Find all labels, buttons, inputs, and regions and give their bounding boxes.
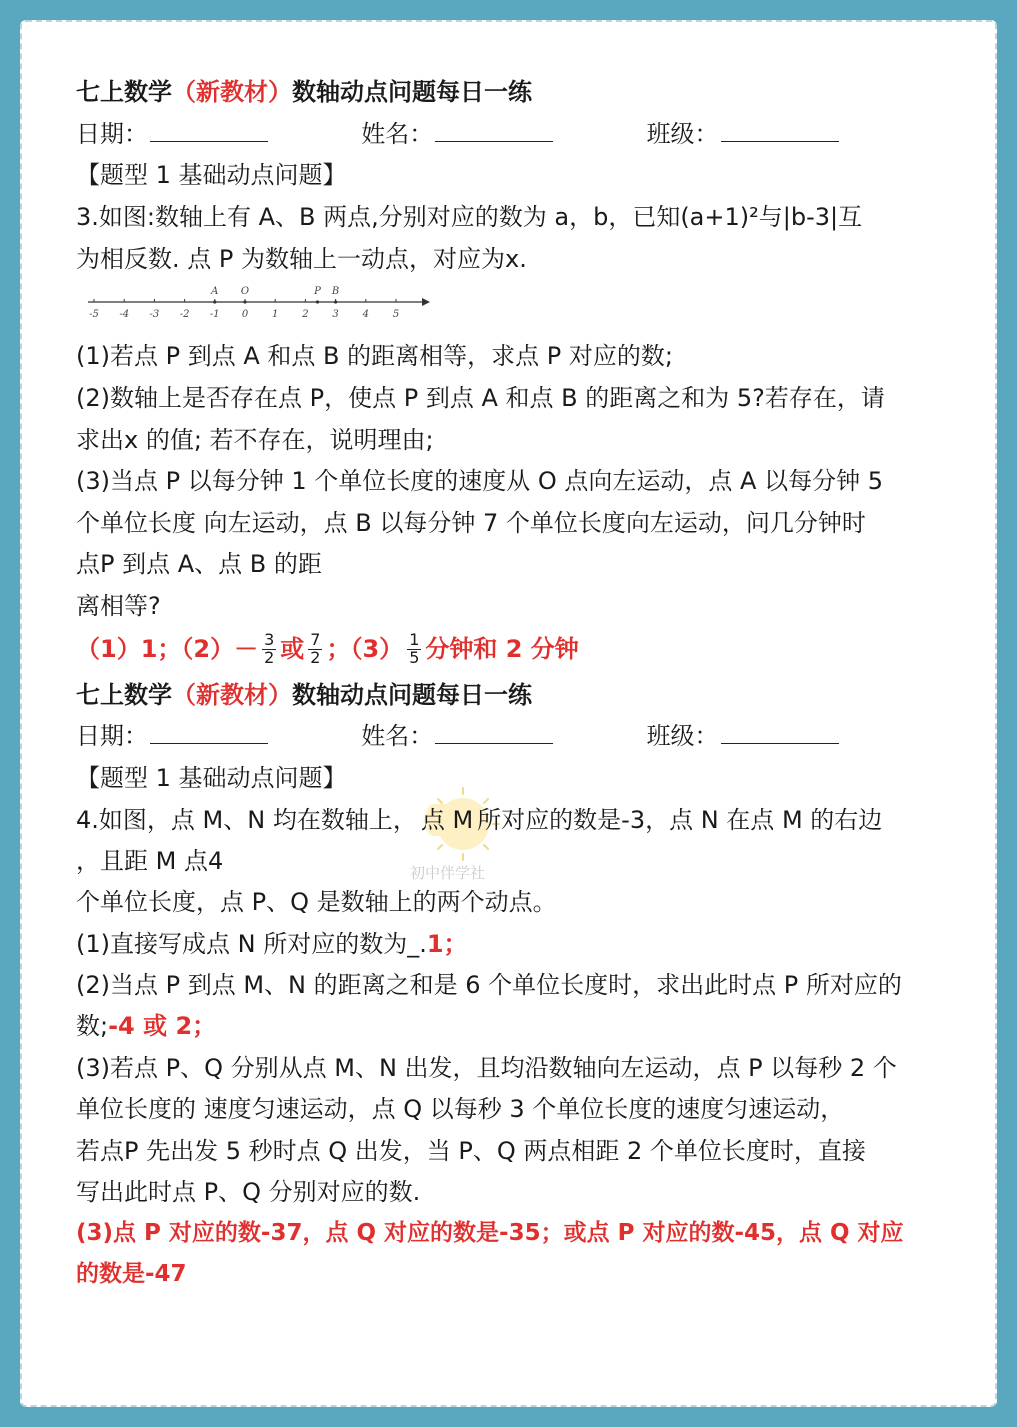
class-blank — [721, 724, 839, 744]
fraction: $\frac{7}{2}$ — [310, 629, 321, 667]
class-blank — [721, 122, 839, 142]
date-blank — [150, 724, 268, 744]
question-text: 个单位长度，点 P、Q 是数轴上的两个动点。 — [76, 888, 557, 916]
fraction: $\frac{1}{5}$ — [409, 629, 420, 667]
axis-tick-label: 5 — [392, 309, 400, 320]
axis-point-P — [316, 300, 319, 303]
answer-line — [76, 626, 579, 672]
answer-text: 1； — [426, 930, 468, 958]
section-heading: 【题型 1 基础动点问题】 — [76, 764, 347, 792]
question-text: 为相反数. 点 P 为数轴上一动点，对应为x. — [76, 245, 527, 273]
axis-point-label: A — [211, 286, 219, 297]
axis-tick-label: 0 — [241, 309, 249, 320]
answer-text: -4 或 2； — [108, 1012, 217, 1040]
answer-line: (3)点 P 对应的数-37，点 Q 对应的数是-35；或点 P 对应的数-45，点 Q 对应 — [76, 1220, 904, 1246]
name-label: 姓名： — [361, 120, 434, 148]
axis-point-label: O — [240, 286, 250, 297]
axis-point-O — [243, 300, 246, 303]
axis-point-A — [213, 300, 216, 303]
watermark-text: 初中伴学社 — [410, 864, 486, 882]
question-text: 3.如图:数轴上有 A、B 两点,分别对应的数为 a，b，已知(a+1)²与|b-3|互 — [76, 203, 863, 231]
sub-question: (1)若点 P 到点 A 和点 B 的距离相等，求点 P 对应的数; — [76, 342, 673, 370]
question-part: 所对应的数是-3，点 N 在点 M 的右边 — [477, 806, 883, 834]
title-suffix: 数轴动点问题每日一练 — [292, 681, 532, 709]
title-highlight: （新教材） — [172, 78, 292, 106]
sub-question: (3)当点 P 以每分钟 1 个单位长度的速度从 O 点向左运动，点 A 以每分钟 5 — [76, 467, 883, 495]
title-highlight: （新教材） — [172, 681, 292, 709]
date-label: 日期： — [76, 722, 148, 750]
name-blank — [435, 122, 553, 142]
answer-text: 分钟和 2 分钟 — [425, 635, 579, 663]
question-text: ，且距 M 点4 — [76, 847, 224, 875]
sub-question — [76, 932, 468, 956]
axis-tick-label: -1 — [209, 309, 220, 320]
axis-tick-label: -2 — [179, 309, 190, 320]
answer-text: 或 — [280, 635, 305, 663]
sub-question: (3)若点 P、Q 分别从点 M、N 出发，且均沿数轴向左运动，点 P 以每秒 2 个 — [76, 1054, 897, 1082]
answer-line: 的数是-47 — [76, 1261, 187, 1287]
info-row — [76, 122, 839, 146]
axis-tick-label: -5 — [89, 309, 99, 320]
sub-question: 点P 到点 A、点 B 的距 — [76, 550, 322, 578]
question-part: 4.如图，点 M、N 均在数轴上， — [76, 806, 417, 834]
axis-tick-label: -3 — [149, 309, 160, 320]
axis-tick-label: 4 — [362, 309, 369, 320]
question-highlight: 点 M — [417, 804, 477, 836]
sub-question-text: (1)直接写成点 N 所对应的数为_. — [76, 930, 427, 958]
class-label: 班级： — [646, 120, 719, 148]
name-label: 姓名： — [361, 722, 434, 750]
sub-question: (2)数轴上是否存在点 P，使点 P 到点 A 和点 B 的距离之和为 5?若存在，请 — [76, 384, 885, 412]
page-title — [76, 683, 532, 707]
axis-point-label: P — [314, 286, 321, 297]
number-line-figure — [84, 284, 434, 324]
date-blank — [150, 122, 268, 142]
axis-point-B — [334, 300, 337, 303]
section-heading: 【题型 1 基础动点问题】 — [76, 161, 347, 189]
axis-tick-label: 3 — [332, 309, 339, 320]
sub-question: 若点P 先出发 5 秒时点 Q 出发，当 P、Q 两点相距 2 个单位长度时，直接 — [76, 1137, 866, 1165]
name-blank — [435, 724, 553, 744]
sub-question: 写出此时点 P、Q 分别对应的数. — [76, 1178, 421, 1206]
question-text — [76, 808, 882, 832]
sub-question: 离相等? — [76, 592, 161, 620]
axis-point-label: B — [331, 286, 340, 297]
info-row — [76, 724, 839, 748]
axis-tick-label: 2 — [302, 309, 309, 320]
title-prefix: 七上数学 — [76, 78, 172, 106]
title-prefix: 七上数学 — [76, 681, 172, 709]
fraction: $\frac{3}{2}$ — [264, 629, 275, 667]
sub-question: 个单位长度 向左运动，点 B 以每分钟 7 个单位长度向左运动，问几分钟时 — [76, 509, 866, 537]
sub-question: (2)当点 P 到点 M、N 的距离之和是 6 个单位长度时，求出此时点 P 所对应的 — [76, 971, 902, 999]
title-suffix: 数轴动点问题每日一练 — [292, 78, 532, 106]
sub-question-text: 数; — [76, 1012, 109, 1040]
answer-text: （1）1；（2）－ — [76, 635, 259, 663]
axis-tick-label: -4 — [119, 309, 130, 320]
axis-tick-label: 1 — [272, 309, 279, 320]
class-label: 班级： — [646, 722, 719, 750]
page-title — [76, 80, 532, 104]
answer-text: ；（3） — [326, 635, 404, 663]
axis-arrow — [422, 298, 430, 306]
sub-question — [76, 1014, 216, 1038]
sub-question: 求出x 的值; 若不存在，说明理由; — [76, 426, 434, 454]
sub-question: 单位长度的 速度匀速运动，点 Q 以每秒 3 个单位长度的速度匀速运动， — [76, 1095, 845, 1123]
date-label: 日期： — [76, 120, 148, 148]
